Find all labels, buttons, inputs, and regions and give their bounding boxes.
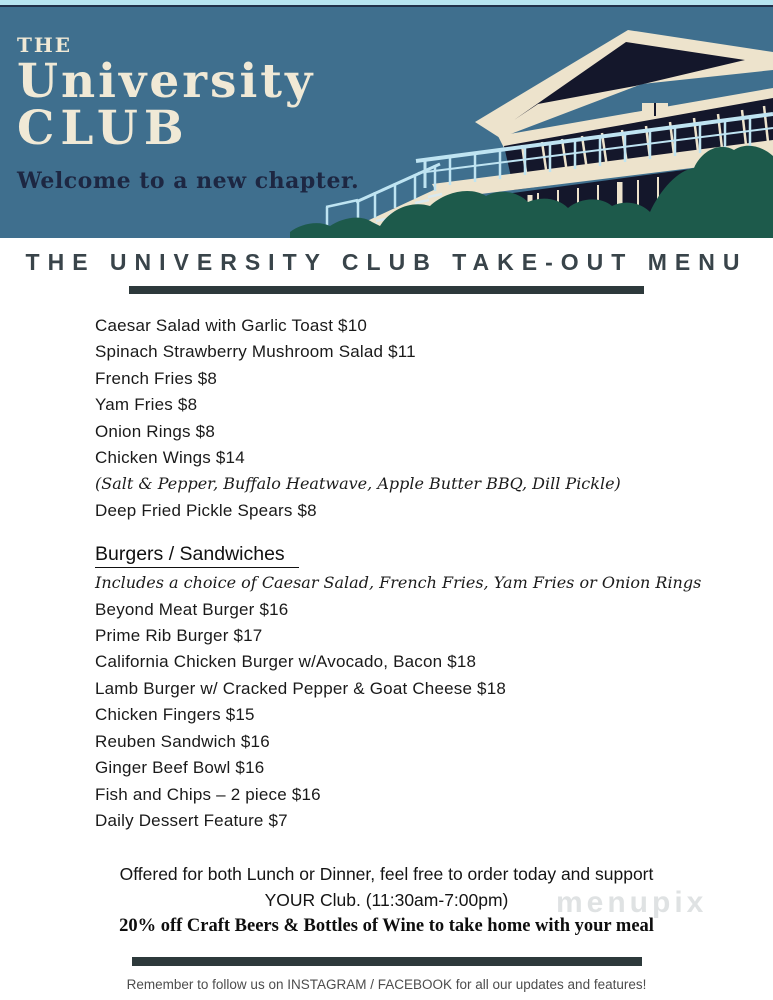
header-banner xyxy=(0,7,773,238)
menupix-watermark: menupix xyxy=(556,886,708,919)
menu-item: Deep Fried Pickle Spears $8 xyxy=(95,500,317,520)
menu-item: Reuben Sandwich $16 xyxy=(95,731,270,751)
clubhouse-illustration-icon xyxy=(290,7,773,238)
social-follow-text: Remember to follow us on INSTAGRAM / FACEBOOK for all our updates and features! xyxy=(126,977,647,993)
header-top-strip xyxy=(0,0,773,7)
title-divider-bar xyxy=(129,286,644,294)
burgers-includes-note: Includes a choice of Caesar Salad, French Fries, Yam Fries or Onion Rings xyxy=(95,573,702,593)
logo-university-text: University xyxy=(17,54,316,109)
menu-item: Caesar Salad with Garlic Toast $10 xyxy=(95,316,368,335)
menu-item: Fish and Chips – 2 piece $16 xyxy=(95,784,321,804)
menu-item: Daily Dessert Feature $7 xyxy=(95,810,288,830)
menu-item: Onion Rings $8 xyxy=(95,421,215,441)
menu-item: Beyond Meat Burger $16 xyxy=(95,599,289,619)
menu-item: Lamb Burger w/ Cracked Pepper & Goat Cheese $18 xyxy=(95,678,507,698)
menu-item: Chicken Fingers $15 xyxy=(95,705,255,725)
footer-note xyxy=(0,861,773,940)
footer-line-2: YOUR Club. (11:30am-7:00pm) xyxy=(264,890,509,911)
footer-promo-line: 20% off Craft Beers & Bottles of Wine to take home with your meal xyxy=(119,916,654,937)
menu-item: California Chicken Burger w/Avocado, Bacon $18 xyxy=(95,652,477,672)
footer-line-1: Offered for both Lunch or Dinner, feel free to order today and support xyxy=(119,864,654,885)
menu-item: Prime Rib Burger $17 xyxy=(95,626,263,646)
tagline: Welcome to a new chapter. xyxy=(17,168,360,194)
title-row xyxy=(0,238,773,276)
burgers-sandwiches-heading: Burgers / Sandwiches xyxy=(95,543,299,568)
menu-item: Spinach Strawberry Mushroom Salad $11 xyxy=(95,342,416,362)
menu-list xyxy=(95,313,773,834)
footer-divider-bar xyxy=(132,957,642,966)
menu-item: Ginger Beef Bowl $16 xyxy=(95,758,265,778)
page-title: THE UNIVERSITY CLUB TAKE-OUT MENU xyxy=(25,249,748,275)
menu-item: Yam Fries $8 xyxy=(95,395,198,415)
logo-club-text: CLUB xyxy=(17,101,190,156)
logo-the-text: THE xyxy=(17,33,73,57)
wing-flavours-note: (Salt & Pepper, Buffalo Heatwave, Apple Butter BBQ, Dill Pickle) xyxy=(95,474,621,494)
menu-item: Chicken Wings $14 xyxy=(95,448,245,468)
menu-item: French Fries $8 xyxy=(95,368,218,388)
